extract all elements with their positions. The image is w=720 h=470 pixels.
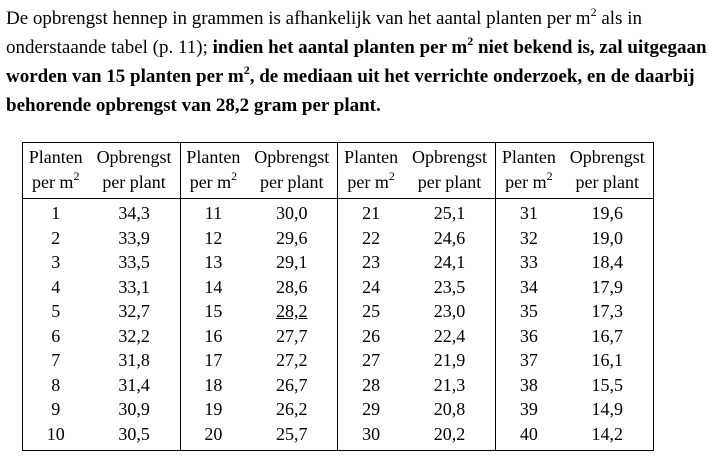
header-opbrengst: Opbrengst: [254, 147, 330, 167]
cell-plants-per-m2: 29: [338, 397, 404, 422]
header-per-m2: [496, 170, 562, 199]
cell-yield-per-plant: 19,6: [591, 203, 624, 223]
header-per-m-text: per m: [347, 172, 389, 192]
cell-plants-per-m2: 17: [180, 348, 246, 373]
table-row: [23, 422, 654, 451]
cell-yield-per-plant: 28,2: [276, 301, 308, 321]
cell-yield-per-plant: 33,9: [118, 227, 150, 248]
cell-plants-per-m2: 28: [338, 373, 404, 398]
cell-yield-per-plant: 30,5: [118, 423, 150, 444]
cell-plants-per-m2: 10: [46, 423, 65, 444]
header-per-plant: per plant: [246, 170, 338, 199]
table-body: [23, 199, 654, 451]
table-row: [23, 299, 654, 324]
cell-plants-per-m2: 14: [180, 275, 246, 300]
intro-text-1: De opbrengst hennep in grammen is afhankelijk van het aantal planten per m: [6, 8, 591, 29]
cell-yield-per-plant: 23,5: [433, 276, 466, 297]
intro-text-2: als in onderstaande tabel (p. 11);: [6, 8, 642, 58]
cell-yield-per-plant: 32,2: [118, 325, 150, 346]
cell-yield-per-plant: 31,4: [118, 374, 150, 395]
cell-yield-per-plant: 20,8: [433, 399, 466, 419]
superscript-2: 2: [590, 4, 597, 19]
emphasis-text-1: indien het aantal planten per m: [212, 37, 468, 58]
cell-plants-per-m2: 1: [51, 203, 61, 223]
cell-plants-per-m2: 26: [338, 324, 404, 349]
cell-yield-per-plant: 25,7: [276, 423, 308, 444]
cell-yield-per-plant: 28,6: [276, 276, 308, 297]
cell-yield-per-plant: 24,1: [433, 252, 466, 272]
cell-plants-per-m2: 33: [496, 250, 562, 275]
table-row: [23, 250, 654, 275]
cell-plants-per-m2: 3: [51, 252, 61, 272]
cell-plants-per-m2: 39: [496, 397, 562, 422]
cell-plants-per-m2: 40: [496, 422, 562, 451]
superscript-2-bold-second: 2: [243, 62, 250, 77]
cell-yield-per-plant: 29,6: [276, 227, 308, 248]
cell-plants-per-m2: 12: [180, 226, 246, 251]
header-opbrengst: Opbrengst: [412, 147, 488, 167]
cell-plants-per-m2: 13: [180, 250, 246, 275]
cell-plants-per-m2: 37: [496, 348, 562, 373]
header-per-plant: per plant: [404, 170, 496, 199]
header-planten: Planten: [180, 143, 246, 171]
cell-yield-per-plant: 26,2: [276, 399, 308, 419]
cell-yield-per-plant: 25,1: [433, 203, 466, 223]
header-planten: Planten: [496, 143, 562, 171]
cell-plants-per-m2: 34: [496, 275, 562, 300]
cell-plants-per-m2: 35: [496, 299, 562, 324]
header-opbrengst: Opbrengst: [569, 147, 645, 167]
cell-yield-per-plant: 21,9: [433, 350, 466, 370]
cell-plants-per-m2: 6: [51, 325, 61, 346]
header-per-m-text: per m: [189, 172, 232, 192]
cell-yield-per-plant: 20,2: [433, 423, 466, 444]
header-superscript-2: 2: [73, 169, 80, 183]
cell-plants-per-m2: 18: [180, 373, 246, 398]
cell-plants-per-m2: 31: [496, 199, 562, 226]
yield-table: [22, 142, 654, 451]
cell-yield-per-plant: 22,4: [433, 325, 466, 346]
cell-plants-per-m2: 9: [51, 399, 61, 419]
emphasis-text-2: niet bekend is, zal uitgegaan worden van 15 planten per m: [6, 37, 707, 87]
cell-yield-per-plant: 27,2: [276, 350, 308, 370]
cell-yield-per-plant: 27,7: [276, 325, 308, 346]
cell-plants-per-m2: 5: [51, 301, 61, 321]
emphasis-text-3: , de mediaan uit het verrichte onderzoek, en de daarbij behorende opbrengst van 28,2 gram per plant.: [6, 66, 695, 116]
cell-yield-per-plant: 23,0: [433, 301, 466, 321]
superscript-2-bold: 2: [467, 33, 474, 48]
cell-yield-per-plant: 21,3: [433, 374, 466, 395]
intro-paragraph: [6, 4, 714, 120]
cell-plants-per-m2: 8: [51, 374, 61, 395]
table-row: [23, 348, 654, 373]
header-per-plant: per plant: [562, 170, 654, 199]
cell-plants-per-m2: 7: [51, 350, 61, 370]
table-row: [23, 226, 654, 251]
cell-plants-per-m2: 4: [51, 276, 61, 297]
table-header: [23, 143, 654, 199]
table-row: [23, 275, 654, 300]
cell-plants-per-m2: 30: [338, 422, 404, 451]
table-row: [23, 199, 654, 226]
header-superscript-2: 2: [231, 169, 238, 183]
cell-yield-per-plant: 16,7: [591, 325, 624, 346]
cell-yield-per-plant: 19,0: [591, 227, 624, 248]
cell-plants-per-m2: 2: [51, 227, 61, 248]
header-per-m2: [338, 170, 404, 199]
header-opbrengst: Opbrengst: [96, 147, 172, 167]
header-per-m2: [180, 170, 246, 199]
cell-plants-per-m2: 16: [180, 324, 246, 349]
cell-plants-per-m2: 21: [338, 199, 404, 226]
header-superscript-2: 2: [388, 169, 395, 183]
cell-yield-per-plant: 18,4: [591, 252, 624, 272]
cell-plants-per-m2: 22: [338, 226, 404, 251]
cell-yield-per-plant: 31,8: [118, 350, 150, 370]
cell-plants-per-m2: 20: [180, 422, 246, 451]
cell-yield-per-plant: 29,1: [276, 252, 308, 272]
cell-plants-per-m2: 32: [496, 226, 562, 251]
cell-yield-per-plant: 32,7: [118, 301, 150, 321]
header-superscript-2: 2: [546, 169, 553, 183]
header-per-plant: per plant: [88, 170, 180, 199]
cell-yield-per-plant: 33,1: [118, 276, 150, 297]
cell-yield-per-plant: 30,9: [118, 399, 150, 419]
cell-yield-per-plant: 15,5: [591, 374, 624, 395]
cell-plants-per-m2: 24: [338, 275, 404, 300]
cell-plants-per-m2: 23: [338, 250, 404, 275]
cell-yield-per-plant: 14,9: [591, 399, 624, 419]
cell-yield-per-plant: 14,2: [591, 423, 624, 444]
header-planten: Planten: [338, 143, 404, 171]
cell-yield-per-plant: 17,9: [591, 276, 624, 297]
cell-plants-per-m2: 36: [496, 324, 562, 349]
cell-yield-per-plant: 30,0: [276, 203, 308, 223]
header-per-m2: [23, 170, 89, 199]
cell-yield-per-plant: 24,6: [433, 227, 466, 248]
cell-plants-per-m2: 38: [496, 373, 562, 398]
cell-plants-per-m2: 11: [180, 199, 246, 226]
header-per-m-text: per m: [505, 172, 547, 192]
table-row: [23, 324, 654, 349]
cell-yield-per-plant: 17,3: [591, 301, 624, 321]
cell-yield-per-plant: 16,1: [591, 350, 624, 370]
cell-yield-per-plant: 34,3: [118, 203, 150, 223]
header-per-m-text: per m: [31, 172, 74, 192]
cell-plants-per-m2: 25: [338, 299, 404, 324]
cell-plants-per-m2: 19: [180, 397, 246, 422]
table-row: [23, 397, 654, 422]
table-row: [23, 373, 654, 398]
cell-yield-per-plant: 33,5: [118, 252, 150, 272]
cell-plants-per-m2: 27: [338, 348, 404, 373]
cell-plants-per-m2: 15: [180, 299, 246, 324]
cell-yield-per-plant: 26,7: [276, 374, 308, 395]
header-planten: Planten: [28, 147, 83, 167]
